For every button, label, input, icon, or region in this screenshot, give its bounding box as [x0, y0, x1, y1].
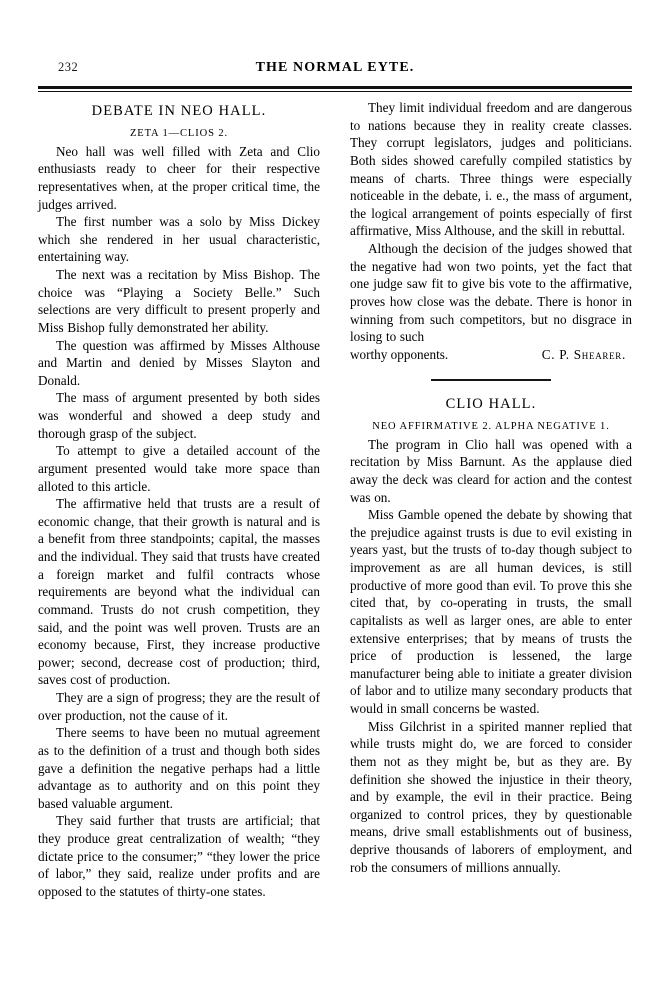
paragraph: The mass of argument presented by both sides was wonderful and showed a deep study and thorough grasp of the subject.: [38, 390, 320, 441]
paragraph: They limit individual freedom and are dangerous to nations because they in reality create classes. They corrupt legislators, judges and politicians. Both sides showed carefully compiled statistics by means of charts. Three things were especially noticeable in the debate, i. e., the mass of argument, the logical arrangement of points especially of first affirmative, Miss Althouse, and the skill in rebuttal.: [350, 100, 632, 239]
left-column: [38, 99, 320, 989]
publication-title: THE NORMAL EYTE.: [255, 60, 415, 75]
body-columns: [38, 99, 632, 989]
section-subtitle-neo-alpha-score: NEO AFFIRMATIVE 2. ALPHA NEGATIVE 1.: [372, 421, 610, 433]
signature-line: [350, 346, 632, 364]
paragraph: They said further that trusts are artificial; that they produce great centralization of wealth; “they dictate price to the consumer;” “they lower the price of labor,” they said, realize under profits and are opposed to the statutes of thirty-one states.: [38, 813, 320, 899]
paragraph: The affirmative held that trusts are a result of economic change, that their growth is natural and is a benefit from three standpoints; capital, the masses and the individual. They said that trusts have created a foreign market and fulfil contracts whose requirements are beyond what the individual can command. Trusts do not crush competition, they said, and the point was well proven. Trusts are an economy because, First, they increase productive power; second, decrease cost of production; third, saves cost of production.: [38, 496, 320, 688]
paragraph: The program in Clio hall was opened with a recitation by Miss Barnunt. As the applause died away the deck was cleard for action and the contest was on.: [350, 436, 632, 505]
signature-spacer: worthy opponents.: [350, 346, 449, 362]
paragraph: The question was affirmed by Misses Althouse and Martin and denied by Misses Slayton and Donald.: [38, 337, 320, 388]
section-title-debate-neo-hall: DEBATE IN NEO HALL.: [91, 103, 267, 119]
section-title-clio-hall: CLIO HALL.: [445, 395, 537, 412]
rule-thin: [38, 91, 632, 92]
author-signature: C. P. Shearer.: [541, 346, 626, 362]
header-double-rule: [38, 86, 632, 92]
running-head: [38, 60, 632, 82]
section-subtitle-zeta-clios-score: ZETA 1—CLIOS 2.: [129, 128, 229, 140]
paragraph: Miss Gilchrist in a spirited manner replied that while trusts might do, we are forced to consider them not as they might be, but as they are. By definition she showed the injustice in their theory, and by example, the evil in their practice. Being organized to control prices, they by questionable means, drive small establishments out of business, deprive thousands of laborers of employment, and rob the consumers of millions annually.: [350, 718, 632, 875]
paragraph: Although the decision of the judges showed that the negative had won two points, yet the fact that one judge saw fit to give bis vote to the affirmative, proves how close was the debate. There is honor in winning from such competitors, but no disgrace in losing to such: [350, 241, 632, 345]
paragraph: They are a sign of progress; they are the result of over production, not the cause of it.: [38, 690, 320, 723]
paragraph: The next was a recitation by Miss Bishop. The choice was “Playing a Society Belle.” Such selections are very difficult to present properly and Miss Bishop fully demonstrated her ability.: [38, 267, 320, 335]
section-divider-rule: [431, 379, 551, 381]
paragraph: There seems to have been no mutual agreement as to the definition of a trust and though both sides gave a definition the negative perhaps had a little advantage as to authority and on this point they based valuable argument.: [38, 725, 320, 811]
paragraph: Neo hall was well filled with Zeta and Clio enthusiasts ready to cheer for their respective representatives when, at the proper critical time, the judges arrived.: [38, 143, 320, 212]
page-number: 232: [58, 60, 79, 74]
right-column: [350, 99, 632, 989]
paragraph: The first number was a solo by Miss Dickey which she rendered in her usual characteristic, entertaining way.: [38, 214, 320, 265]
paragraph: Miss Gamble opened the debate by showing that the prejudice against trusts is due to evil existing in years yast, but the trusts of to-day though subject to improvement as are all human devices, is still productive of more good than evil. To prove this she cited that, by co-operating in trusts, the small capitalists as well as larger ones, are able to enter extensive enterprises; that by means of trusts the price of production is lessened, the large manufacturer being able to initiate a greater division of labor and to utilize many secondary products that would in small concerns be wasted.: [350, 507, 632, 717]
paragraph: To attempt to give a detailed account of the argument presented would take more space than alloted to this article.: [38, 443, 320, 494]
